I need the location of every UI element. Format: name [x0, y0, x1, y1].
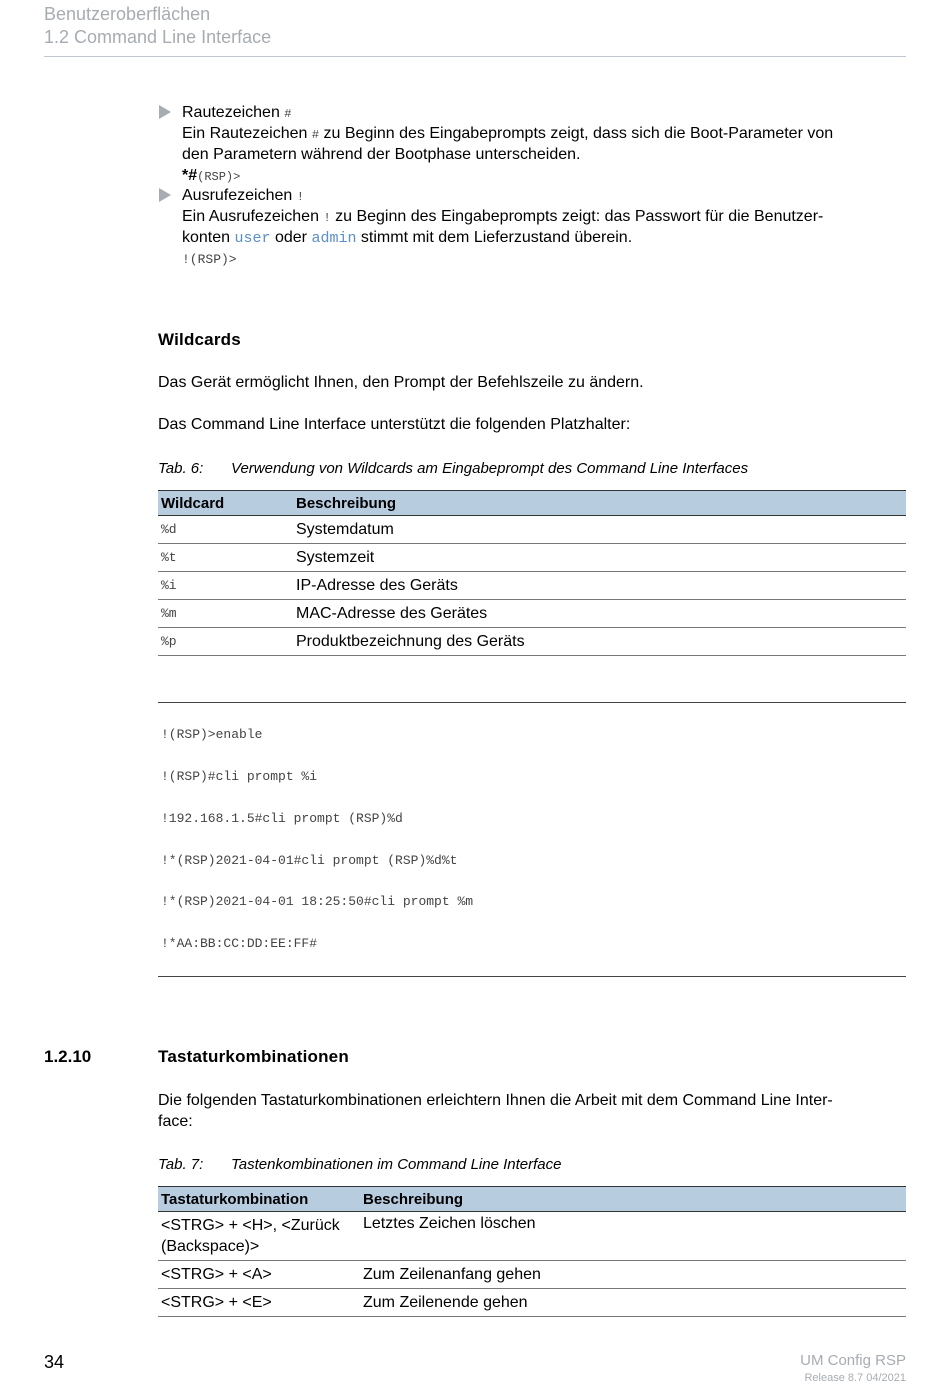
bullet-1-example-prefix: *# — [182, 167, 198, 184]
wildcard-description: IP-Adresse des Geräts — [293, 572, 906, 600]
bullet-2-desc-rest: stimmt mit dem Lieferzustand überein. — [360, 229, 633, 246]
code-line: !192.168.1.5#cli prompt (RSP)%d — [161, 811, 403, 826]
section-para-line2: face: — [158, 1113, 193, 1130]
wildcards-col-wildcard: Wildcard — [158, 491, 293, 516]
shortcut-key-line1: <STRG> + <H>, <Zurück — [161, 1217, 340, 1234]
wildcard-code: %i — [158, 572, 293, 600]
wildcard-description: Systemdatum — [293, 516, 906, 544]
table-row — [158, 572, 906, 600]
shortcut-key — [158, 1212, 360, 1261]
bullet-1-desc-line2: den Parametern während der Bootphase unterscheiden. — [182, 146, 581, 163]
wildcards-heading: Wildcards — [158, 330, 241, 349]
bullet-1-desc-symbol: # — [311, 128, 320, 142]
section-title: Tastaturkombinationen — [158, 1047, 349, 1066]
shortcut-description: Zum Zeilenanfang gehen — [360, 1261, 906, 1289]
table-row — [158, 1261, 906, 1289]
running-header-section: 1.2 Command Line Interface — [44, 27, 272, 47]
bullet-2-example: !(RSP)> — [182, 252, 237, 267]
bullet-1-desc-b: zu Beginn des Eingabeprompts zeigt, dass sich die Boot-Parameter von — [323, 125, 834, 142]
bullet-1-symbol: # — [284, 107, 292, 121]
table-6-title: Verwendung von Wildcards am Eingabeprompt des Command Line Interfaces — [231, 460, 749, 477]
table-row — [158, 516, 906, 544]
bullet-1-example-rest: (RSP)> — [197, 170, 241, 184]
shortcut-description: Zum Zeilenende gehen — [360, 1289, 906, 1317]
bullet-1-title-line — [182, 102, 292, 125]
bullet-2-desc-line1 — [182, 206, 823, 229]
wildcard-code: %t — [158, 544, 293, 572]
shortcut-description: Letztes Zeichen löschen — [360, 1212, 906, 1261]
triangle-bullet-icon — [158, 187, 174, 203]
footer-release: Release 8.7 04/2021 — [804, 1372, 906, 1384]
shortcuts-table — [158, 1186, 906, 1317]
table-6-number: Tab. 6: — [158, 460, 204, 477]
table-row — [158, 1212, 906, 1261]
wildcards-col-beschreibung: Beschreibung — [293, 491, 906, 516]
section-number: 1.2.10 — [44, 1047, 92, 1066]
triangle-bullet-icon — [158, 104, 174, 120]
bullet-2-desc-line2 — [182, 227, 632, 249]
wildcard-description: Produktbezeichnung des Geräts — [293, 628, 906, 656]
table-row — [158, 600, 906, 628]
code-line: !(RSP)#cli prompt %i — [161, 769, 318, 784]
table-row — [158, 1289, 906, 1317]
table-6-caption — [158, 460, 748, 477]
shortcut-key: <STRG> + <A> — [158, 1261, 360, 1289]
bullet-2-desc-oder: oder — [274, 229, 307, 246]
wildcard-description: MAC-Adresse des Gerätes — [293, 600, 906, 628]
wildcards-para-2: Das Command Line Interface unterstützt die folgenden Platzhalter: — [158, 416, 631, 433]
table-7-number: Tab. 7: — [158, 1156, 204, 1173]
bullet-2-desc-b: zu Beginn des Eingabeprompts zeigt: das Passwort für die Benutzer- — [335, 208, 824, 225]
wildcard-code: %p — [158, 628, 293, 656]
wildcards-table — [158, 490, 906, 656]
bullet-2-title-line — [182, 185, 304, 208]
bullet-2-desc-symbol: ! — [323, 211, 331, 225]
running-header-chapter: Benutzeroberflächen — [44, 4, 211, 24]
shortcuts-col-beschreibung: Beschreibung — [360, 1187, 906, 1212]
code-block-top-rule — [158, 702, 906, 703]
table-7-caption — [158, 1156, 561, 1173]
code-line: !(RSP)>enable — [161, 727, 263, 742]
user-account-name: user — [234, 230, 271, 247]
bullet-2-title: Ausrufezeichen — [182, 187, 293, 204]
wildcard-description: Systemzeit — [293, 544, 906, 572]
bullet-2-desc-konten: konten — [182, 229, 231, 246]
code-line: !*(RSP)2021-04-01 18:25:50#cli prompt %m — [161, 894, 474, 909]
wildcards-para-1: Das Gerät ermöglicht Ihnen, den Prompt der Befehlszeile zu ändern. — [158, 374, 644, 391]
bullet-1-title: Rautezeichen — [182, 104, 280, 121]
section-para-line1: Die folgenden Tastaturkombinationen erleichtern Ihnen die Arbeit mit dem Command Line Inter- — [158, 1092, 833, 1109]
code-block-bottom-rule — [158, 976, 906, 977]
footer-doc-name: UM Config RSP — [800, 1352, 906, 1369]
admin-account-name: admin — [311, 230, 357, 247]
table-row — [158, 544, 906, 572]
bullet-1-desc-line1 — [182, 123, 833, 146]
shortcut-key-line2: (Backspace)> — [161, 1238, 260, 1255]
wildcard-code: %m — [158, 600, 293, 628]
code-line: !*(RSP)2021-04-01#cli prompt (RSP)%d%t — [161, 853, 458, 868]
table-row — [158, 628, 906, 656]
shortcut-key: <STRG> + <E> — [158, 1289, 360, 1317]
bullet-2-desc-a: Ein Ausrufezeichen — [182, 208, 319, 225]
code-line: !*AA:BB:CC:DD:EE:FF# — [161, 936, 318, 951]
table-7-title: Tastenkombinationen im Command Line Interface — [231, 1156, 562, 1173]
page-number: 34 — [44, 1352, 65, 1372]
bullet-1-desc-a: Ein Rautezeichen — [182, 125, 308, 142]
bullet-2-symbol: ! — [296, 190, 304, 204]
wildcard-code: %d — [158, 516, 293, 544]
shortcuts-col-key: Tastaturkombination — [158, 1187, 360, 1212]
header-divider — [44, 56, 906, 57]
